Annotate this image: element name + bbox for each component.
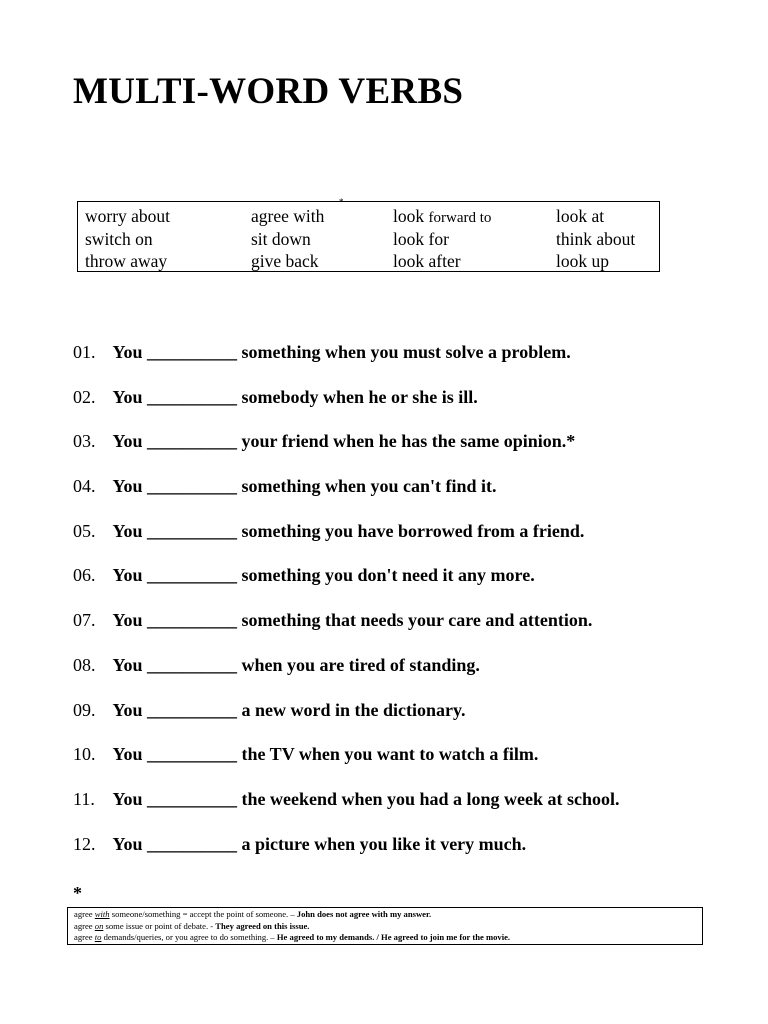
question-item: 04. You __________ something when you can't find it. — [73, 476, 497, 497]
question-item: 05. You __________ something you have borrowed from a friend. — [73, 520, 585, 541]
footnote-line: agree on some issue or point of debate. - They agreed on this issue. — [74, 920, 310, 931]
question-item: 10. You __________ the TV when you want to watch a film. — [73, 744, 539, 765]
question-item: 09. You __________ a new word in the dictionary. — [73, 699, 466, 720]
word-think-about: think about — [556, 228, 636, 249]
word-look-up: look up — [556, 251, 609, 271]
question-item: 08. You __________ when you are tired of standing. — [73, 654, 480, 675]
footnote-line: agree with someone/something = accept the point of someone. – John does not agree with my answer. — [74, 909, 432, 919]
word-look-for: look for — [393, 228, 449, 249]
question-item: 03. You __________ your friend when he has the same opinion.* — [73, 431, 576, 452]
word-worry-about: worry about — [85, 206, 171, 226]
word-agree-with: agree with — [251, 206, 325, 226]
question-item: 01. You __________ something when you must solve a problem. — [73, 342, 571, 362]
question-item: 12. You __________ a picture when you like it very much. — [73, 833, 527, 854]
word-look-forward-to: look forward to — [393, 206, 492, 226]
word-look-at: look at — [556, 206, 605, 226]
footnote-line: agree to demands/queries, or you agree to do something. – He agreed to my demands. / He agreed to join me for the movie. — [74, 932, 511, 942]
word-throw-away: throw away — [85, 251, 168, 271]
word-sit-down: sit down — [251, 228, 311, 249]
word-look-after: look after — [393, 251, 461, 271]
question-item: 07. You __________ something that needs your care and attention. — [73, 610, 593, 631]
word-grid — [85, 205, 666, 273]
word-box — [77, 197, 660, 272]
word-switch-on: switch on — [85, 228, 153, 249]
page-title: MULTI-WORD VERBS — [73, 71, 464, 112]
word-give-back: give back — [251, 251, 319, 271]
question-list — [73, 340, 753, 876]
footnote-star-mark: * — [339, 197, 344, 207]
footnote-box — [67, 907, 703, 945]
question-item: 11. You __________ the weekend when you had a long week at school. — [73, 788, 620, 809]
footnote-asterisk: * — [73, 883, 82, 903]
question-item: 02. You __________ somebody when he or she is ill. — [73, 386, 478, 407]
question-item: 06. You __________ something you don't need it any more. — [73, 565, 535, 586]
